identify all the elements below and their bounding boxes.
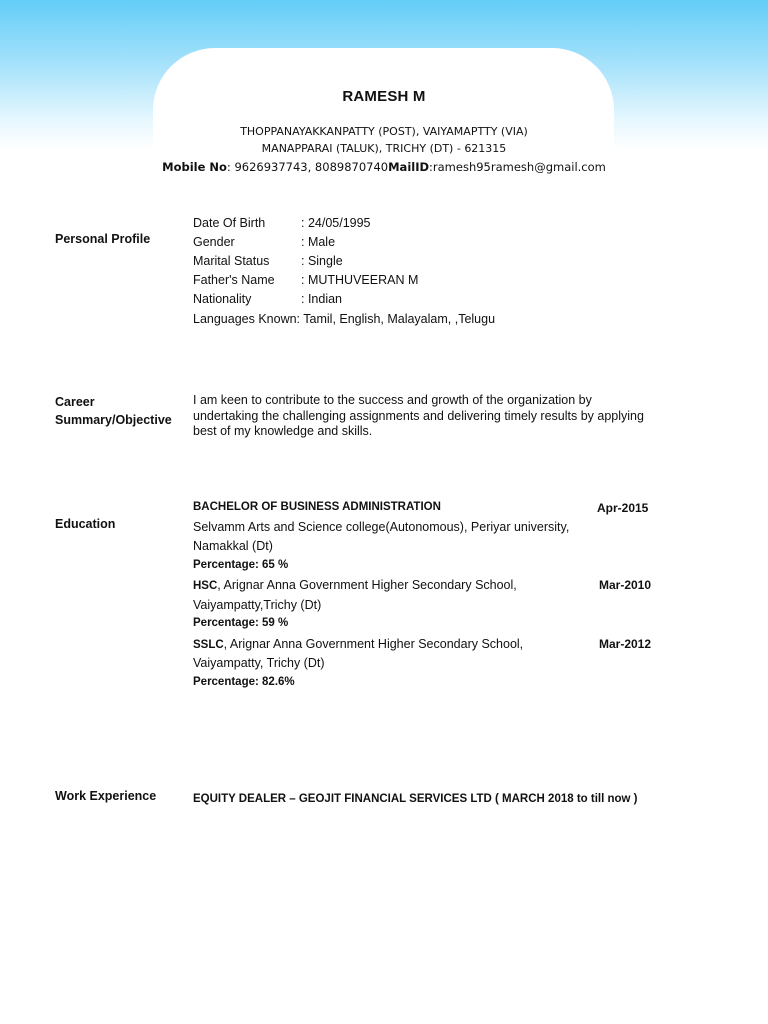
degree-title: BACHELOR OF BUSINESS ADMINISTRATION (193, 501, 441, 513)
father-value: : MUTHUVEERAN M (301, 273, 419, 287)
mobile-label: Mobile No (162, 160, 227, 174)
sslc-percentage: Percentage: 82.6% (193, 676, 295, 688)
candidate-name: RAMESH M (342, 88, 426, 105)
dob-label: Date Of Birth (193, 216, 266, 230)
father-label: Father's Name (193, 273, 275, 287)
sslc-school: , Arignar Anna Government Higher Secondary School, (223, 637, 524, 651)
gender-value: : Male (301, 235, 336, 249)
career-title-line-2: Summary/Objective (55, 413, 172, 427)
section-title-education: Education (55, 517, 116, 531)
section-title-personal-profile: Personal Profile (55, 232, 151, 246)
marital-row (193, 254, 343, 268)
hsc-date: Mar-2010 (599, 578, 652, 592)
father-row (193, 273, 418, 287)
nationality-value: : Indian (301, 292, 343, 306)
hsc-school: , Arignar Anna Government Higher Secondary School, (217, 578, 517, 592)
section-title-work-experience: Work Experience (55, 789, 157, 803)
degree-college-line-1: Selvamm Arts and Science college(Autonomous), Periyar university, (193, 520, 570, 534)
marital-label: Marital Status (193, 254, 270, 268)
nationality-label: Nationality (193, 292, 252, 306)
mobile-value: : 9626937743, 8089870740 (226, 160, 389, 174)
address-line-2: MANAPPARAI (TALUK), TRICHY (DT) - 621315 (261, 142, 507, 155)
degree-college-line-2: Namakkal (Dt) (193, 539, 273, 553)
mail-label: MailID (388, 160, 430, 174)
dob-row (193, 216, 371, 230)
marital-value: : Single (301, 254, 343, 268)
sslc-place: Vaiyampatty, Trichy (Dt) (193, 656, 325, 670)
sslc-label: SSLC (193, 639, 224, 651)
hsc-label: HSC (193, 580, 218, 592)
sslc-date: Mar-2012 (599, 637, 652, 651)
address-line-1: THOPPANAYAKKANPATTY (POST), VAIYAMAPTTY (VIA) (240, 125, 528, 138)
sslc-row (193, 637, 523, 651)
section-title-career (55, 393, 172, 429)
gender-row (193, 235, 335, 249)
gender-label: Gender (193, 235, 235, 249)
hsc-row (193, 578, 517, 592)
hsc-place: Vaiyampatty,Trichy (Dt) (193, 598, 322, 612)
dob-value: : 24/05/1995 (301, 216, 371, 230)
work-entry: EQUITY DEALER – GEOJIT FINANCIAL SERVICES LTD ( MARCH 2018 to till now ) (193, 793, 638, 805)
degree-percentage: Percentage: 65 % (193, 559, 289, 571)
mail-value: :ramesh95ramesh@gmail.com (429, 160, 606, 174)
languages-row: Languages Known: Tamil, English, Malayalam, ,Telugu (193, 312, 496, 326)
degree-date: Apr-2015 (597, 501, 649, 515)
hsc-percentage: Percentage: 59 % (193, 617, 289, 629)
nationality-row (193, 292, 342, 306)
contact-line (0, 160, 768, 174)
career-title-line-1: Career (55, 395, 95, 409)
career-objective-text: I am keen to contribute to the success and growth of the organization by undertaking the challenging assignments and delivering timely results by applying best of my knowledge and skills. (193, 393, 644, 438)
